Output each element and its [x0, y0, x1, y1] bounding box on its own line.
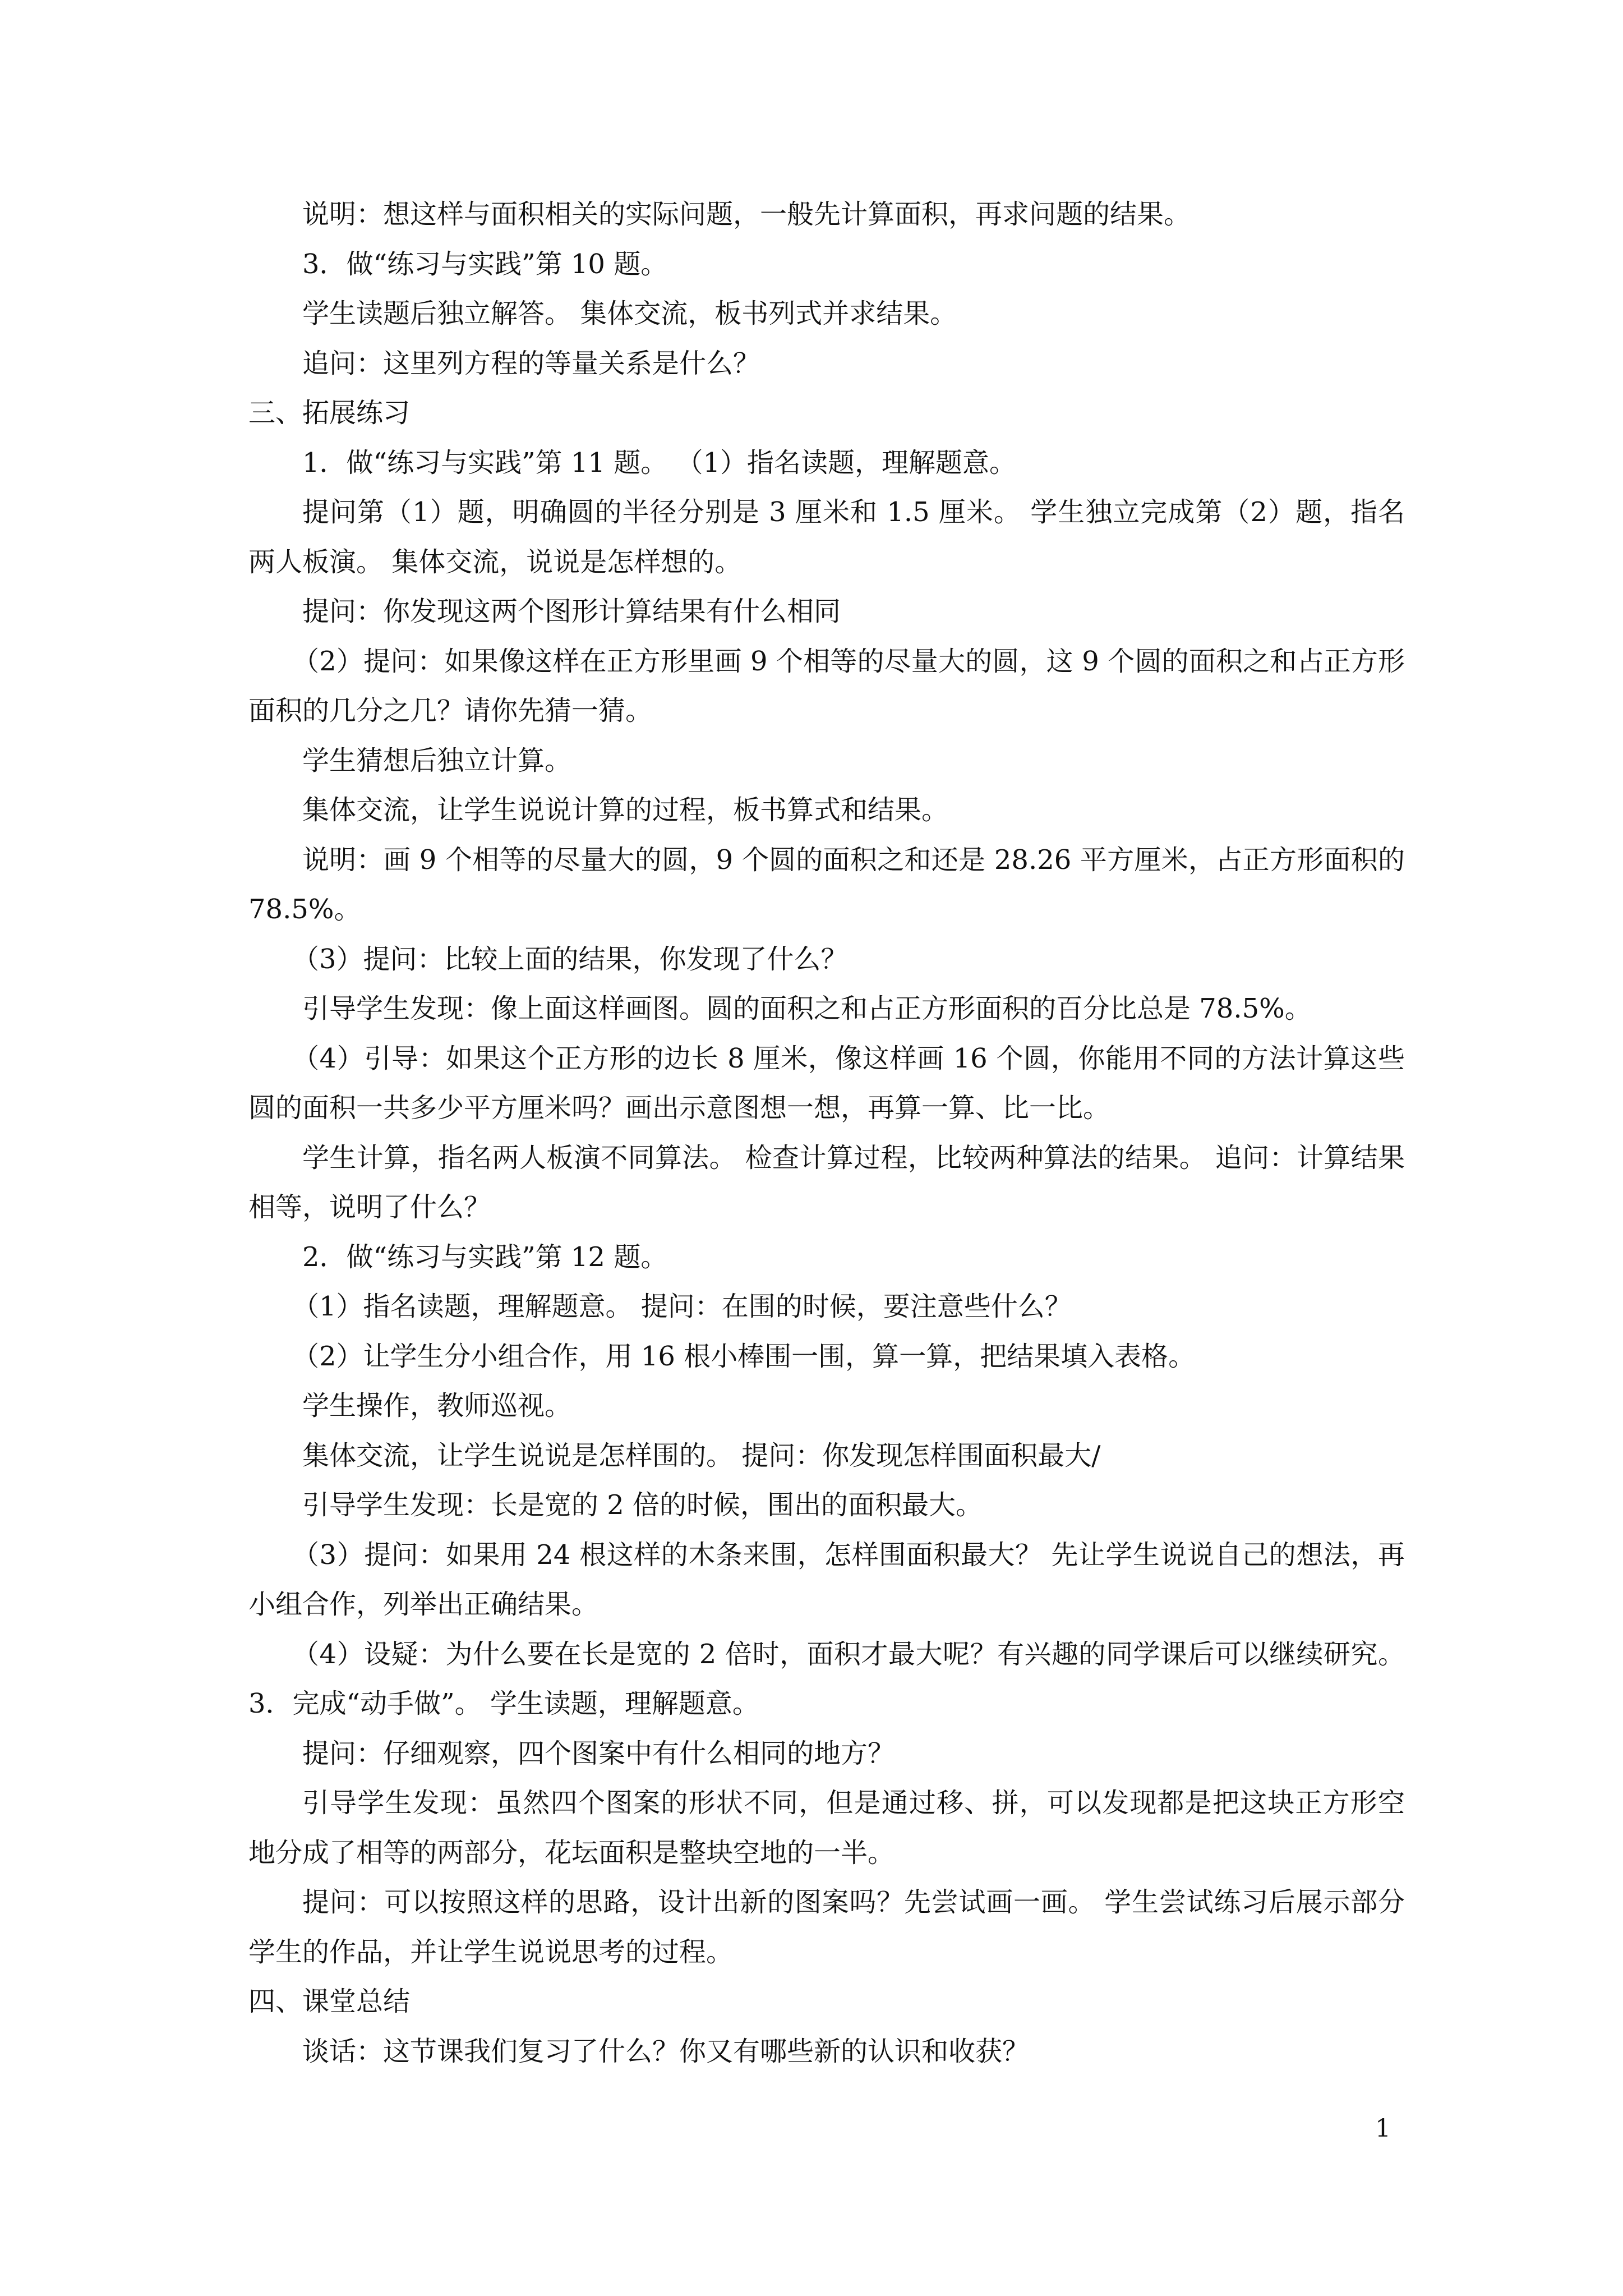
- paragraph: 谈话：这节课我们复习了什么？你又有哪些新的认识和收获？: [302, 2035, 1030, 2067]
- paragraph: 集体交流，让学生说说计算的过程，板书算式和结果。: [302, 794, 949, 826]
- paragraph: （2）提问：如果像这样在正方形里画 9 个相等的尽量大的圆，这 9 个圆的面积之和占正方形面积的几分之几？请你先猜一猜。: [248, 645, 1405, 726]
- paragraph: （3）提问：如果用 24 根这样的木条来围，怎样围面积最大？ 先让学生说说自己的想法，再小组合作，列举出正确结果。: [248, 1539, 1405, 1620]
- document-body: [248, 190, 1405, 2076]
- paragraph: 提问：你发现这两个图形计算结果有什么相同: [302, 596, 841, 627]
- paragraph: 说明：画 9 个相等的尽量大的圆，9 个圆的面积之和还是 28.26 平方厘米，占正方形面积的 78.5%。: [248, 844, 1405, 925]
- paragraph: 学生计算，指名两人板演不同算法。 检查计算过程，比较两种算法的结果。 追问：计算结果相等，说明了什么？: [248, 1142, 1405, 1223]
- paragraph: 引导学生发现：长是宽的 2 倍的时候，围出的面积最大。: [302, 1489, 983, 1521]
- paragraph: 1．做“练习与实践”第 11 题。 （1）指名读题，理解题意。: [302, 447, 1017, 478]
- paragraph: 学生读题后独立解答。 集体交流，板书列式并求结果。: [302, 298, 957, 329]
- paragraph: 3．做“练习与实践”第 10 题。: [302, 248, 668, 280]
- paragraph: 提问第（1）题，明确圆的半径分别是 3 厘米和 1.5 厘米。 学生独立完成第（2）题，指名两人板演。 集体交流，说说是怎样想的。: [248, 496, 1405, 578]
- paragraph: 2．做“练习与实践”第 12 题。: [302, 1241, 668, 1273]
- paragraph: （3）提问：比较上面的结果，你发现了什么？: [292, 943, 848, 975]
- page-number: 1: [1375, 2114, 1391, 2143]
- section-heading: 三、拓展练习: [248, 397, 411, 429]
- paragraph: （4）设疑：为什么要在长是宽的 2 倍时，面积才最大呢？有兴趣的同学课后可以继续研究。 3．完成“动手做”。 学生读题，理解题意。: [248, 1638, 1405, 1719]
- section-heading: 四、课堂总结: [248, 1986, 411, 2017]
- paragraph: （2）让学生分小组合作，用 16 根小棒围一围，算一算，把结果填入表格。: [292, 1340, 1196, 1372]
- paragraph: 集体交流，让学生说说是怎样围的。 提问：你发现怎样围面积最大/: [302, 1439, 1101, 1471]
- paragraph: （1）指名读题，理解题意。 提问：在围的时候，要注意些什么？: [292, 1291, 1072, 1322]
- paragraph: 引导学生发现：虽然四个图案的形状不同，但是通过移、拼，可以发现都是把这块正方形空地分成了相等的两部分，花坛面积是整块空地的一半。: [248, 1787, 1405, 1869]
- paragraph: 追问：这里列方程的等量关系是什么？: [302, 347, 760, 379]
- paragraph: 说明：想这样与面积相关的实际问题，一般先计算面积，再求问题的结果。: [302, 199, 1191, 230]
- paragraph: （4）引导：如果这个正方形的边长 8 厘米，像这样画 16 个圆，你能用不同的方法计算这些圆的面积一共多少平方厘米吗？画出示意图想一想，再算一算、比一比。: [248, 1042, 1405, 1124]
- paragraph: 学生猜想后独立计算。: [302, 744, 572, 776]
- paragraph: 学生操作，教师巡视。: [302, 1390, 572, 1421]
- paragraph: 引导学生发现：像上面这样画图。圆的面积之和占正方形面积的百分比总是 78.5%。: [302, 993, 1312, 1024]
- paragraph: 提问：仔细观察，四个图案中有什么相同的地方？: [302, 1737, 895, 1769]
- paragraph: 提问：可以按照这样的思路，设计出新的图案吗？先尝试画一画。 学生尝试练习后展示部分学生的作品，并让学生说说思考的过程。: [248, 1887, 1405, 1968]
